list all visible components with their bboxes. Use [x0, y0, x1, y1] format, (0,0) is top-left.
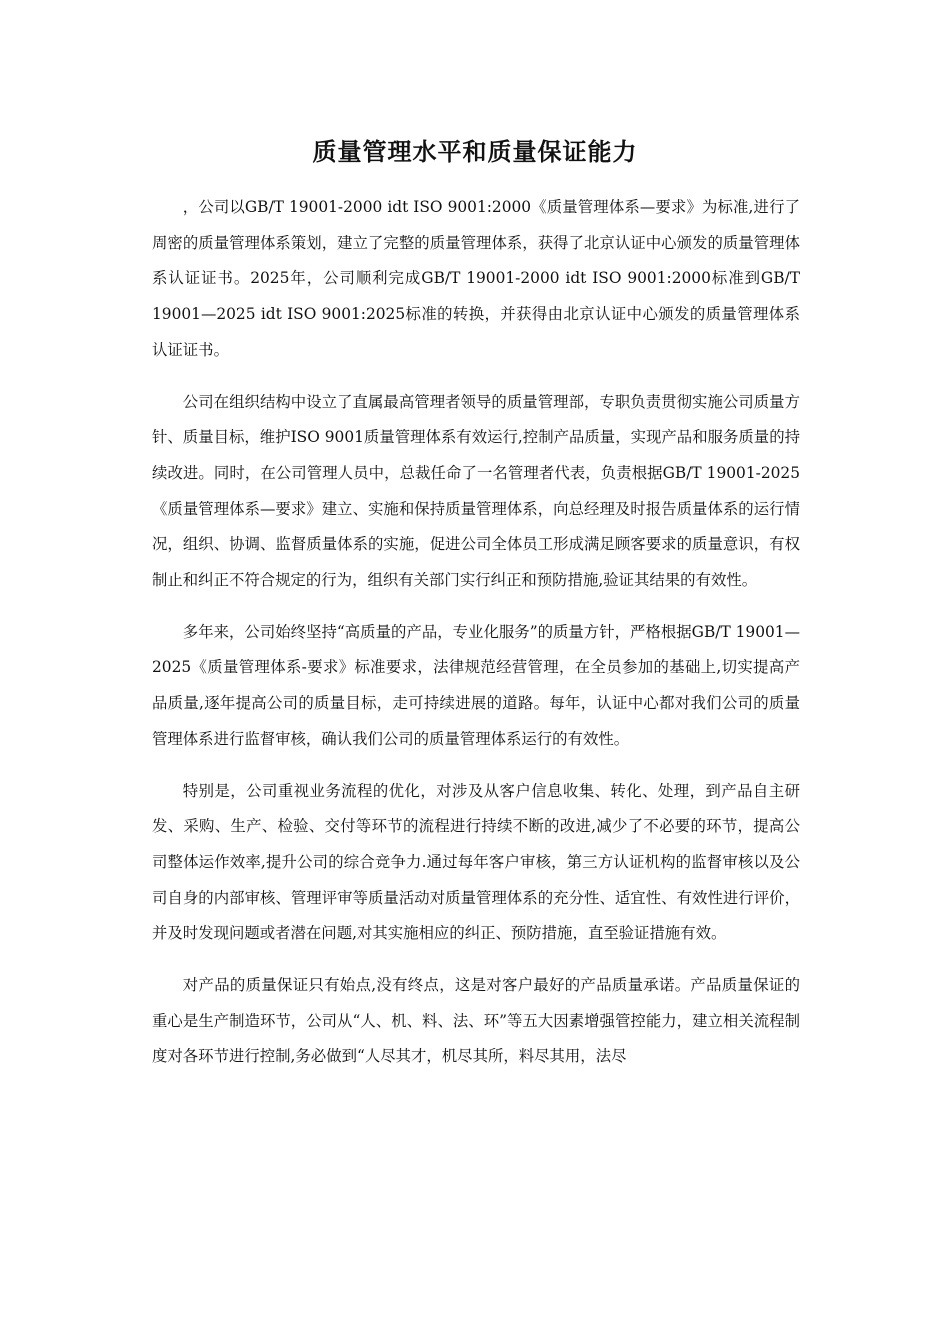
paragraph-certification: ，公司以GB/T 19001-2000 idt ISO 9001:2000《质量管理体系—要求》为标准,进行了周密的质量管理体系策划，建立了完整的质量管理体系，获得了北京认证中心颁发的质量管理体系认证证书。2025年，公司顺利完成GB/T 19001-2000 idt ISO 9001:2000标准到GB/T 19001—2025 idt ISO 9001:2025标准的转换，并获得由北京认证中心颁发的质量管理体系认证证书。: [152, 198, 800, 359]
paragraph-organization: 公司在组织结构中设立了直属最高管理者领导的质量管理部，专职负责贯彻实施公司质量方针、质量目标，维护ISO 9001质量管理体系有效运行,控制产品质量，实现产品和服务质量的持续改进。同时，在公司管理人员中，总裁任命了一名管理者代表，负责根据GB/T 19001-2025《质量管理体系—要求》建立、实施和保持质量管理体系，向总经理及时报告质量体系的运行情况，组织、协调、监督质量体系的实施，促进公司全体员工形成满足顾客要求的质量意识，有权制止和纠正不符合规定的行为，组织有关部门实行纠正和预防措施,验证其结果的有效性。: [152, 392, 800, 590]
document-title: 质量管理水平和质量保证能力: [312, 138, 638, 166]
paragraph-quality-assurance: 对产品的质量保证只有始点,没有终点，这是对客户最好的产品质量承诺。产品质量保证的重心是生产制造环节，公司从“人、机、料、法、环”等五大因素增强管控能力，建立相关流程制度对各环节进行控制,务必做到“人尽其才，机尽其所，料尽其用，法尽: [152, 976, 800, 1066]
document-body: [152, 190, 800, 1091]
paragraph-process-optimization: 特别是，公司重视业务流程的优化，对涉及从客户信息收集、转化、处理，到产品自主研发、采购、生产、检验、交付等环节的流程进行持续不断的改进,减少了不必要的环节，提高公司整体运作效率,提升公司的综合竞争力.通过每年客户审核，第三方认证机构的监督审核以及公司自身的内部审核、管理评审等质量活动对质量管理体系的充分性、适宜性、有效性进行评价，并及时发现问题或者潜在问题,对其实施相应的纠正、预防措施，直至验证措施有效。: [152, 781, 800, 943]
paragraph-quality-policy: 多年来，公司始终坚持“高质量的产品，专业化服务”的质量方针，严格根据GB/T 19001—2025《质量管理体系-要求》标准要求，法律规范经营管理，在全员参加的基础上,切实提高产品质量,逐年提高公司的质量目标，走可持续进展的道路。每年，认证中心都对我们公司的质量管理体系进行监督审核，确认我们公司的质量管理体系运行的有效性。: [152, 622, 800, 748]
